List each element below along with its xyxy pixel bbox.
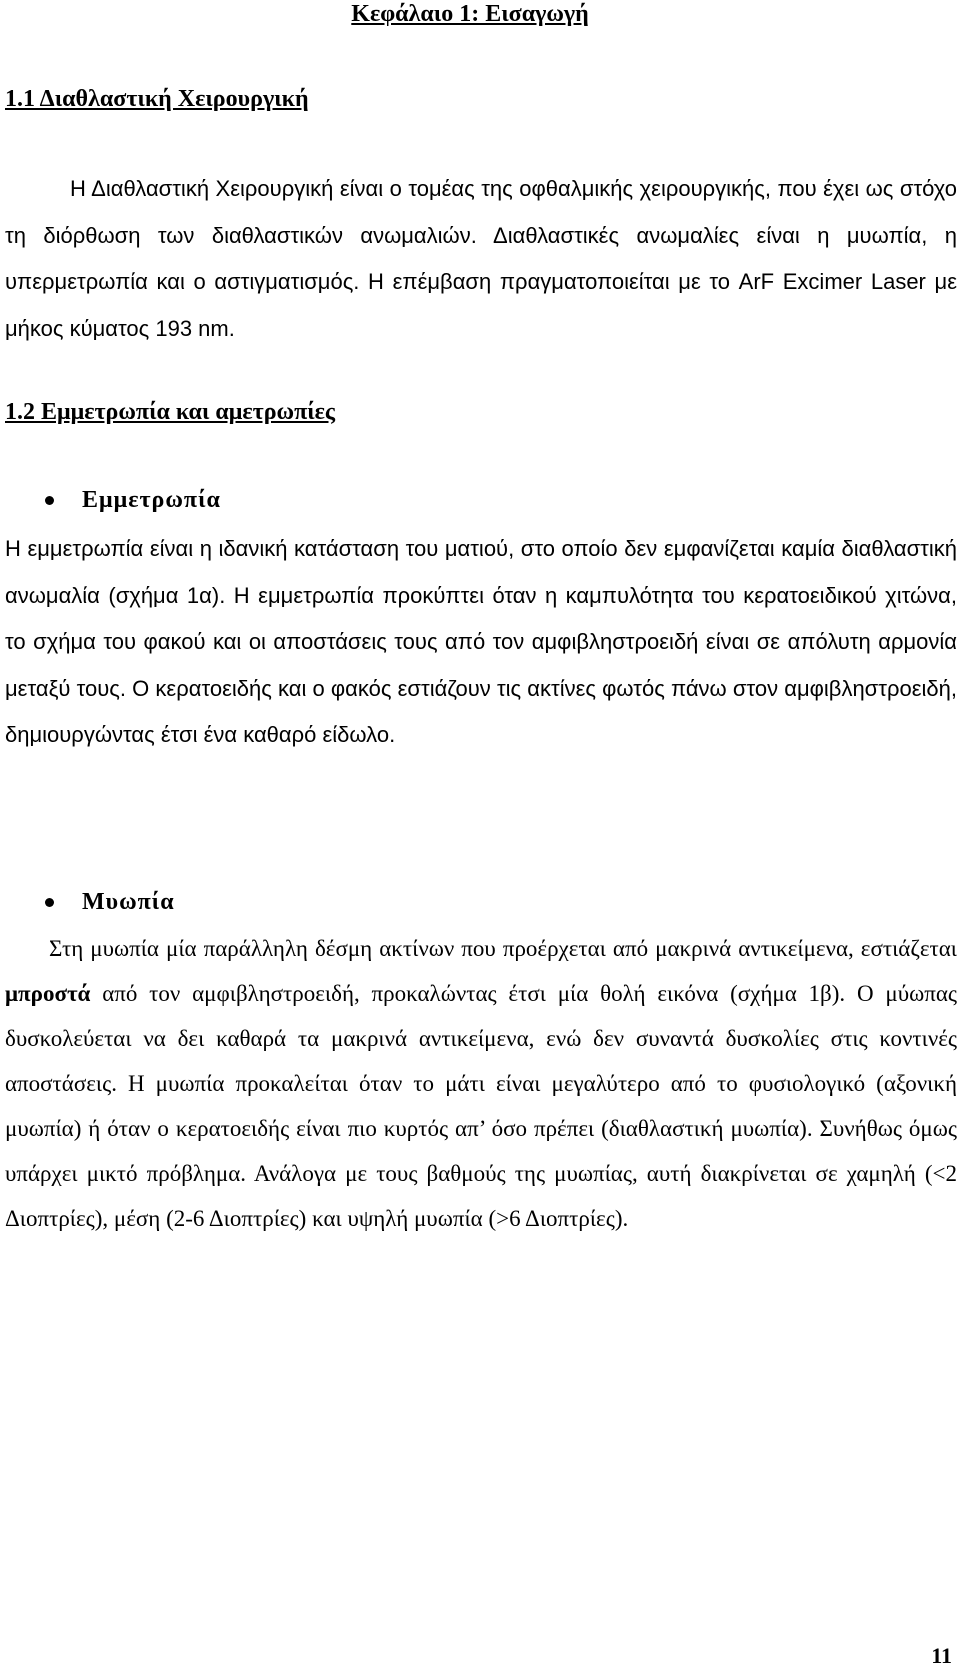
paragraph-myopia xyxy=(5,926,957,1241)
page-number: 11 xyxy=(931,1643,952,1668)
paragraph-refractive-surgery-text: Η Διαθλαστική Χειρουργική είναι ο τομέας της οφθαλμικής χειρουργικής, που έχει ως στόχο τη διόρθωση των διαθλαστικών ανωμαλιών. Διαθλαστικές ανωμαλίες είναι η μυωπία, η υπερμετρωπία και ο αστιγματισμός. Η επέμβαση πραγματοποιείται με το ArF Excimer Laser με μήκος κύματος 193 nm. xyxy=(5,176,957,341)
paragraph-emmetropia: Η εμμετρωπία είναι η ιδανική κατάσταση του ματιού, στο οποίο δεν εμφανίζεται καμία διαθλαστική ανωμαλία (σχήμα 1α). Η εμμετρωπία προκύπτει όταν η καμπυλότητα του κερατοειδικού χιτώνα, το σχήμα του φακού και οι αποστάσεις τους από τον αμφιβληστροειδή είναι σε απόλυτη αρμονία μεταξύ τους. Ο κερατοειδής και ο φακός εστιάζουν τις ακτίνες φωτός πάνω στον αμφιβληστροειδή, δημιουργώντας έτσι ένα καθαρό είδωλο. xyxy=(5,536,957,747)
chapter-title: Κεφάλαιο 1: Εισαγωγή xyxy=(351,1,589,27)
bullet-dot-icon xyxy=(45,496,54,505)
paragraph-refractive-surgery xyxy=(5,166,957,352)
paragraph-myopia-text-start: Στη μυωπία μία παράλληλη δέσμη ακτίνων που προέρχεται από μακρινά αντικείμενα, εστιάζεται xyxy=(49,936,957,961)
section-heading-1-2: 1.2 Εμμετρωπία και αμετρωπίες xyxy=(5,399,336,425)
bullet-myopia-label: Μυωπία xyxy=(82,889,175,915)
paragraph-myopia-text-end: από τον αμφιβληστροειδή, προκαλώντας έτσι μία θολή εικόνα (σχήμα 1β). Ο μύωπας δυσκολεύεται να δει καθαρά τα μακρινά αντικείμενα, ενώ δεν συναντά δυσκολίες στις κοντινές αποστάσεις. Η μυωπία προκαλείται όταν το μάτι είναι μεγαλύτερο από το φυσιολογικό (αξονική μυωπία) ή όταν ο κερατοειδής είναι πιο κυρτός απ’ όσο πρέπει (διαθλαστική μυωπία). Συνήθως όμως υπάρχει μικτό πρόβλημα. Ανάλογα με τους βαθμούς της μυωπίας, αυτή διακρίνεται σε χαμηλή (<2 Διοπτρίες), μέση (2-6 Διοπτρίες) και υψηλή μυωπία (>6 Διοπτρίες). xyxy=(5,981,957,1231)
paragraph-myopia-emphasis: μπροστά xyxy=(5,981,91,1006)
bullet-dot-icon xyxy=(45,898,54,907)
section-heading-1-1: 1.1 Διαθλαστική Χειρουργική xyxy=(5,86,309,112)
bullet-emmetropia-label: Εμμετρωπία xyxy=(82,487,221,513)
